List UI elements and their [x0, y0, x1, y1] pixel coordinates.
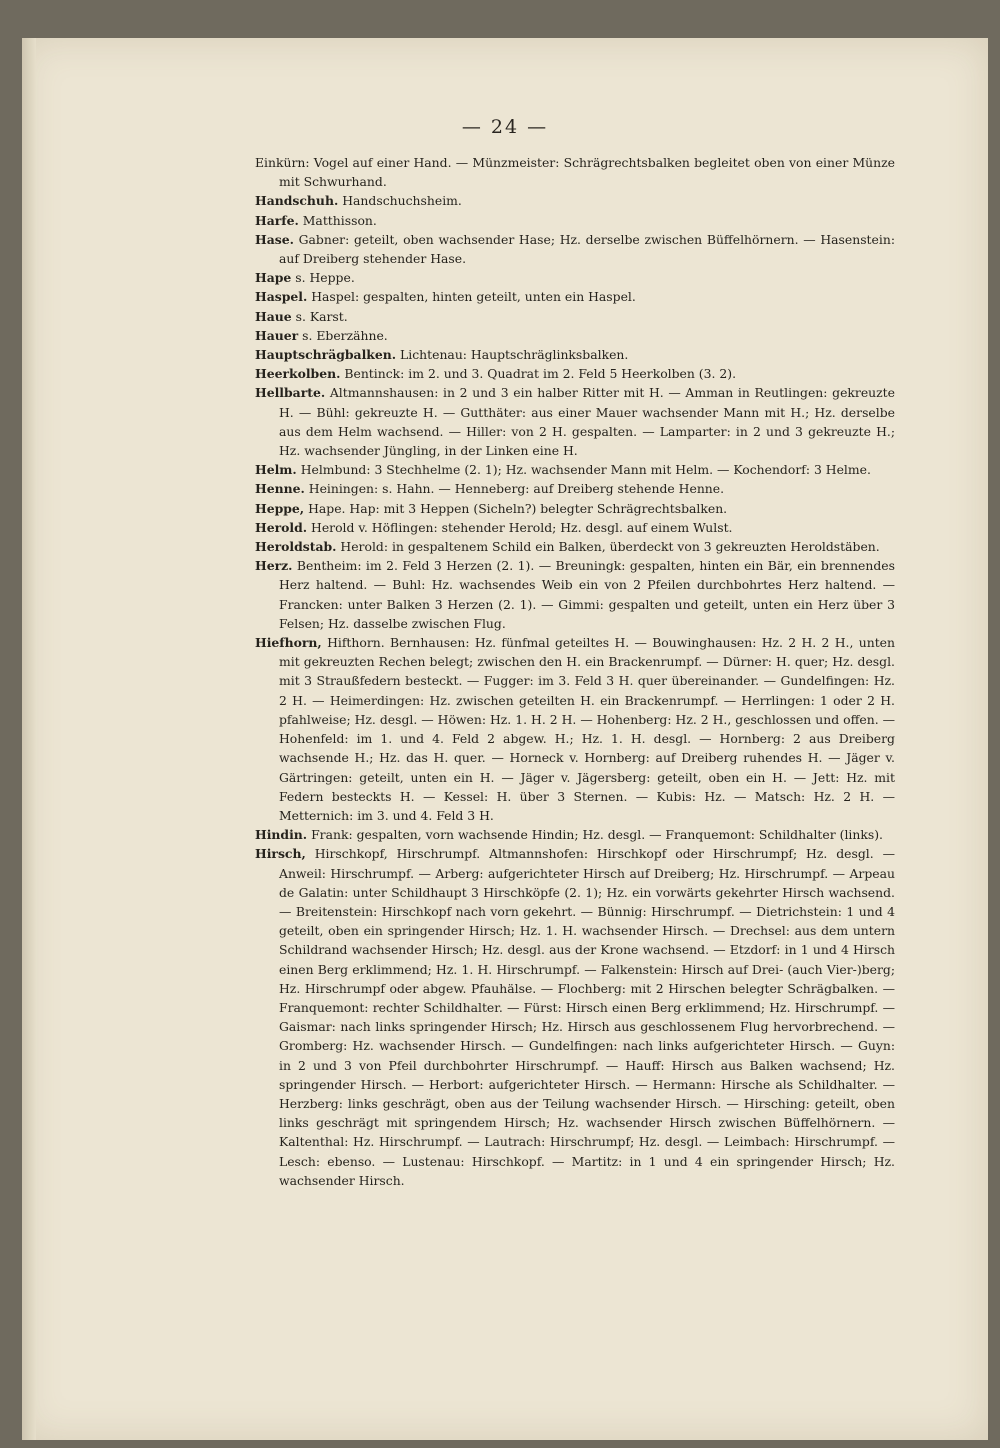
dictionary-entry: [255, 825, 895, 844]
entry-text: Bentheim: im 2. Feld 3 Herzen (2. 1). — Breuningk: gespalten, hinten ein Bär, ein brennendes Herz haltend. — Buhl: Hz. wachsendes Weib ein von 2 Pfeilen durchbohrtes Herz haltend. — Francken: unter Balken 3 Herzen (2. 1). — Gimmi: gespalten und geteilt, unten ein Herz über 3 Felsen; Hz. dasselbe zwischen Flug.: [279, 558, 895, 631]
entry-text: Handschuchsheim.: [342, 193, 462, 209]
dictionary-entry: [255, 499, 895, 518]
entry-headword: Hape: [255, 270, 292, 286]
dictionary-entry: [255, 268, 895, 287]
entry-text: s. Heppe.: [295, 270, 355, 286]
dictionary-entry: [255, 287, 895, 306]
entry-headword: Heppe,: [255, 500, 305, 516]
entry-text: Hirschkopf, Hirschrumpf. Altmannshofen: Hirschkopf oder Hirschrumpf; Hz. desgl. — Anweil: Hirschrumpf. — Arberg: aufgerichteter Hirsch auf Dreiberg; Hz. Hirschrumpf. — Arpeau de Galatin: unter Schildhaupt 3 Hirschköpfe (2. 1); Hz. ein vorwärts gekehrter Hirsch wachsend. — Breitenstein: Hirschkopf nach vorn gekehrt. — Bünnig: Hirschrumpf. — Dietrichstein: 1 und 4 geteilt, oben ein springender Hirsch; Hz. 1. H. wachsender Hirsch. — Drechsel: aus dem untern Schildrand wachsender Hirsch; Hz. desgl. aus der Krone wachsend. — Etzdorf: in 1 und 4 Hirsch einen Berg erklimmend; Hz. 1. H. Hirschrumpf. — Falkenstein: Hirsch auf Drei- (auch Vier-)berg; Hz. Hirschrumpf oder abgew. Pfauhälse. — Flochberg: mit 2 Hirschen belegter Schrägbalken. — Franquemont: rechter Schildhalter. — Fürst: Hirsch einen Berg erklimmend; Hz. Hirschrumpf. — Gaismar: nach links springender Hirsch; Hz. Hirsch aus geschlossenem Flug hervorbrechend. — Gromberg: Hz. wachsender Hirsch. — Gundelfingen: nach links aufgerichteter Hirsch. — Guyn: in 2 und 3 von Pfeil durchbohrter Hirschrumpf. — Hauff: Hirsch aus Balken wachsend; Hz. springender Hirsch. — Herbort: aufgerichteter Hirsch. — Hermann: Hirsche als Schildhalter. — Herzberg: links geschrägt, oben aus der Teilung wachsender Hirsch. — Hirsching: geteilt, oben links geschrägt mit springendem Hirsch; Hz. wachsender Hirsch zwischen Büffelhörnern. — Kaltenthal: Hz. Hirschrumpf. — Lautrach: Hirschrumpf; Hz. desgl. — Leimbach: Hirschrumpf. — Lesch: ebenso. — Lustenau: Hirschkopf. — Martitz: in 1 und 4 ein springender Hirsch; Hz. wachsender Hirsch.: [279, 846, 895, 1188]
entry-text: Helmbund: 3 Stechhelme (2. 1); Hz. wachsender Mann mit Helm. — Kochendorf: 3 Helme.: [300, 462, 871, 478]
dictionary-entry: [255, 307, 895, 326]
entry-text: Altmannshausen: in 2 und 3 ein halber Ritter mit H. — Amman in Reutlingen: gekreuzte H. — Bühl: gekreuzte H. — Gutthäter: aus einer Mauer wachsender Mann mit H.; Hz. derselbe aus dem Helm wachsend. — Hiller: von 2 H. gespalten. — Lamparter: in 2 und 3 gekreuzte H.; Hz. wachsender Jüngling, in der Linken eine H.: [279, 385, 895, 459]
entry-text: Hape. Hap: mit 3 Heppen (Sicheln?) belegter Schrägrechtsbalken.: [308, 500, 728, 516]
entry-headword: Hirsch,: [255, 846, 306, 862]
dictionary-entry: [255, 460, 895, 479]
entry-headword: Harfe.: [255, 212, 299, 228]
dictionary-entry: [255, 326, 895, 345]
dictionary-entry: [255, 479, 895, 498]
dictionary-entry: [255, 537, 895, 556]
dictionary-entry: [255, 633, 895, 825]
entry-text: Gabner: geteilt, oben wachsender Hase; Hz. derselbe zwischen Büffelhörnern. — Hasenstein: auf Dreiberg stehender Hase.: [279, 231, 895, 267]
entry-headword: Hindin.: [255, 827, 308, 843]
dictionary-entry: [255, 364, 895, 383]
dictionary-entry: [255, 191, 895, 210]
entry-headword: Handschuh.: [255, 193, 339, 209]
dictionary-entry: [255, 345, 895, 364]
entry-headword: Heerkolben.: [255, 366, 341, 382]
entry-headword: Hiefhorn,: [255, 635, 322, 651]
entry-text: Lichtenau: Hauptschräglinksbalken.: [400, 347, 629, 363]
entry-text: Heiningen: s. Hahn. — Henneberg: auf Dreiberg stehende Henne.: [308, 481, 725, 497]
entry-headword: Hase.: [255, 231, 294, 247]
entry-text: s. Karst.: [295, 308, 348, 324]
entry-text: Bentinck: im 2. und 3. Quadrat im 2. Feld 5 Heerkolben (3. 2).: [344, 366, 737, 382]
entry-text: Herold: in gespaltenem Schild ein Balken, überdeckt von 3 gekreuzten Heroldstäben.: [340, 539, 880, 555]
page-number: — 24 —: [461, 116, 549, 138]
entry-headword: Hellbarte.: [255, 385, 326, 401]
dictionary-entry: [255, 211, 895, 230]
entry-headword: Hauptschrägbalken.: [255, 347, 397, 363]
dictionary-entry: [255, 556, 895, 633]
dictionary-entry: [255, 383, 895, 460]
entry-headword: Heroldstab.: [255, 539, 337, 555]
page-content: [255, 153, 895, 1190]
entry-headword: Haue: [255, 308, 292, 324]
dictionary-entry: [255, 844, 895, 1190]
entry-text: Frank: gespalten, vorn wachsende Hindin; Hz. desgl. — Franquemont: Schildhalter (links).: [311, 827, 883, 843]
dictionary-entry: [255, 230, 895, 268]
entry-text: Matthisson.: [302, 212, 377, 228]
entry-headword: Herold.: [255, 519, 308, 535]
entry-headword: Henne.: [255, 481, 305, 497]
entry-text: s. Eberzähne.: [302, 327, 388, 343]
entry-text: Haspel: gespalten, hinten geteilt, unten ein Haspel.: [311, 289, 636, 305]
entry-text: Hifthorn. Bernhausen: Hz. fünfmal geteiltes H. — Bouwinghausen: Hz. 2 H. 2 H., unten mit gekreuzten Rechen belegt; zwischen den H. ein Brackenrumpf. — Dürner: H. quer; Hz. desgl. mit 3 Straußfedern besteckt. — Fugger: im 3. Feld 3 H. quer übereinander. — Gundelfingen: Hz. 2 H. — Heimerdingen: Hz. zwischen geteilten H. ein Brackenrumpf. — Herrlingen: 1 oder 2 H. pfahlweise; Hz. desgl. — Höwen: Hz. 1. H. 2 H. — Hohenberg: Hz. 2 H., geschlossen und offen. — Hohenfeld: im 1. und 4. Feld 2 abgew. H.; Hz. 1. H. desgl. — Hornberg: 2 aus Dreiberg wachsende H.; Hz. das H. quer. — Horneck v. Hornberg: auf Dreiberg ruhendes H. — Jäger v. Gärtringen: geteilt, unten ein H. — Jäger v. Jägersberg: geteilt, oben ein H. — Jett: Hz. mit Federn besteckts H. — Kessel: H. über 3 Sternen. — Kubis: Hz. — Matsch: Hz. 2 H. — Metternich: im 3. und 4. Feld 3 H.: [279, 635, 895, 823]
dictionary-entry: [255, 153, 895, 191]
dictionary-entry: [255, 518, 895, 537]
entry-headword: Hauer: [255, 327, 299, 343]
entry-headword: Helm.: [255, 462, 297, 478]
entry-headword: Haspel.: [255, 289, 308, 305]
entry-text: Herold v. Höflingen: stehender Herold; Hz. desgl. auf einem Wulst.: [311, 519, 733, 535]
page-gutter: [22, 38, 36, 1440]
entry-headword: Herz.: [255, 558, 293, 574]
entry-text: Einkürn: Vogel auf einer Hand. — Münzmeister: Schrägrechtsbalken begleitet oben von einer Münze mit Schwurhand.: [255, 155, 895, 190]
book-page: [22, 38, 988, 1440]
